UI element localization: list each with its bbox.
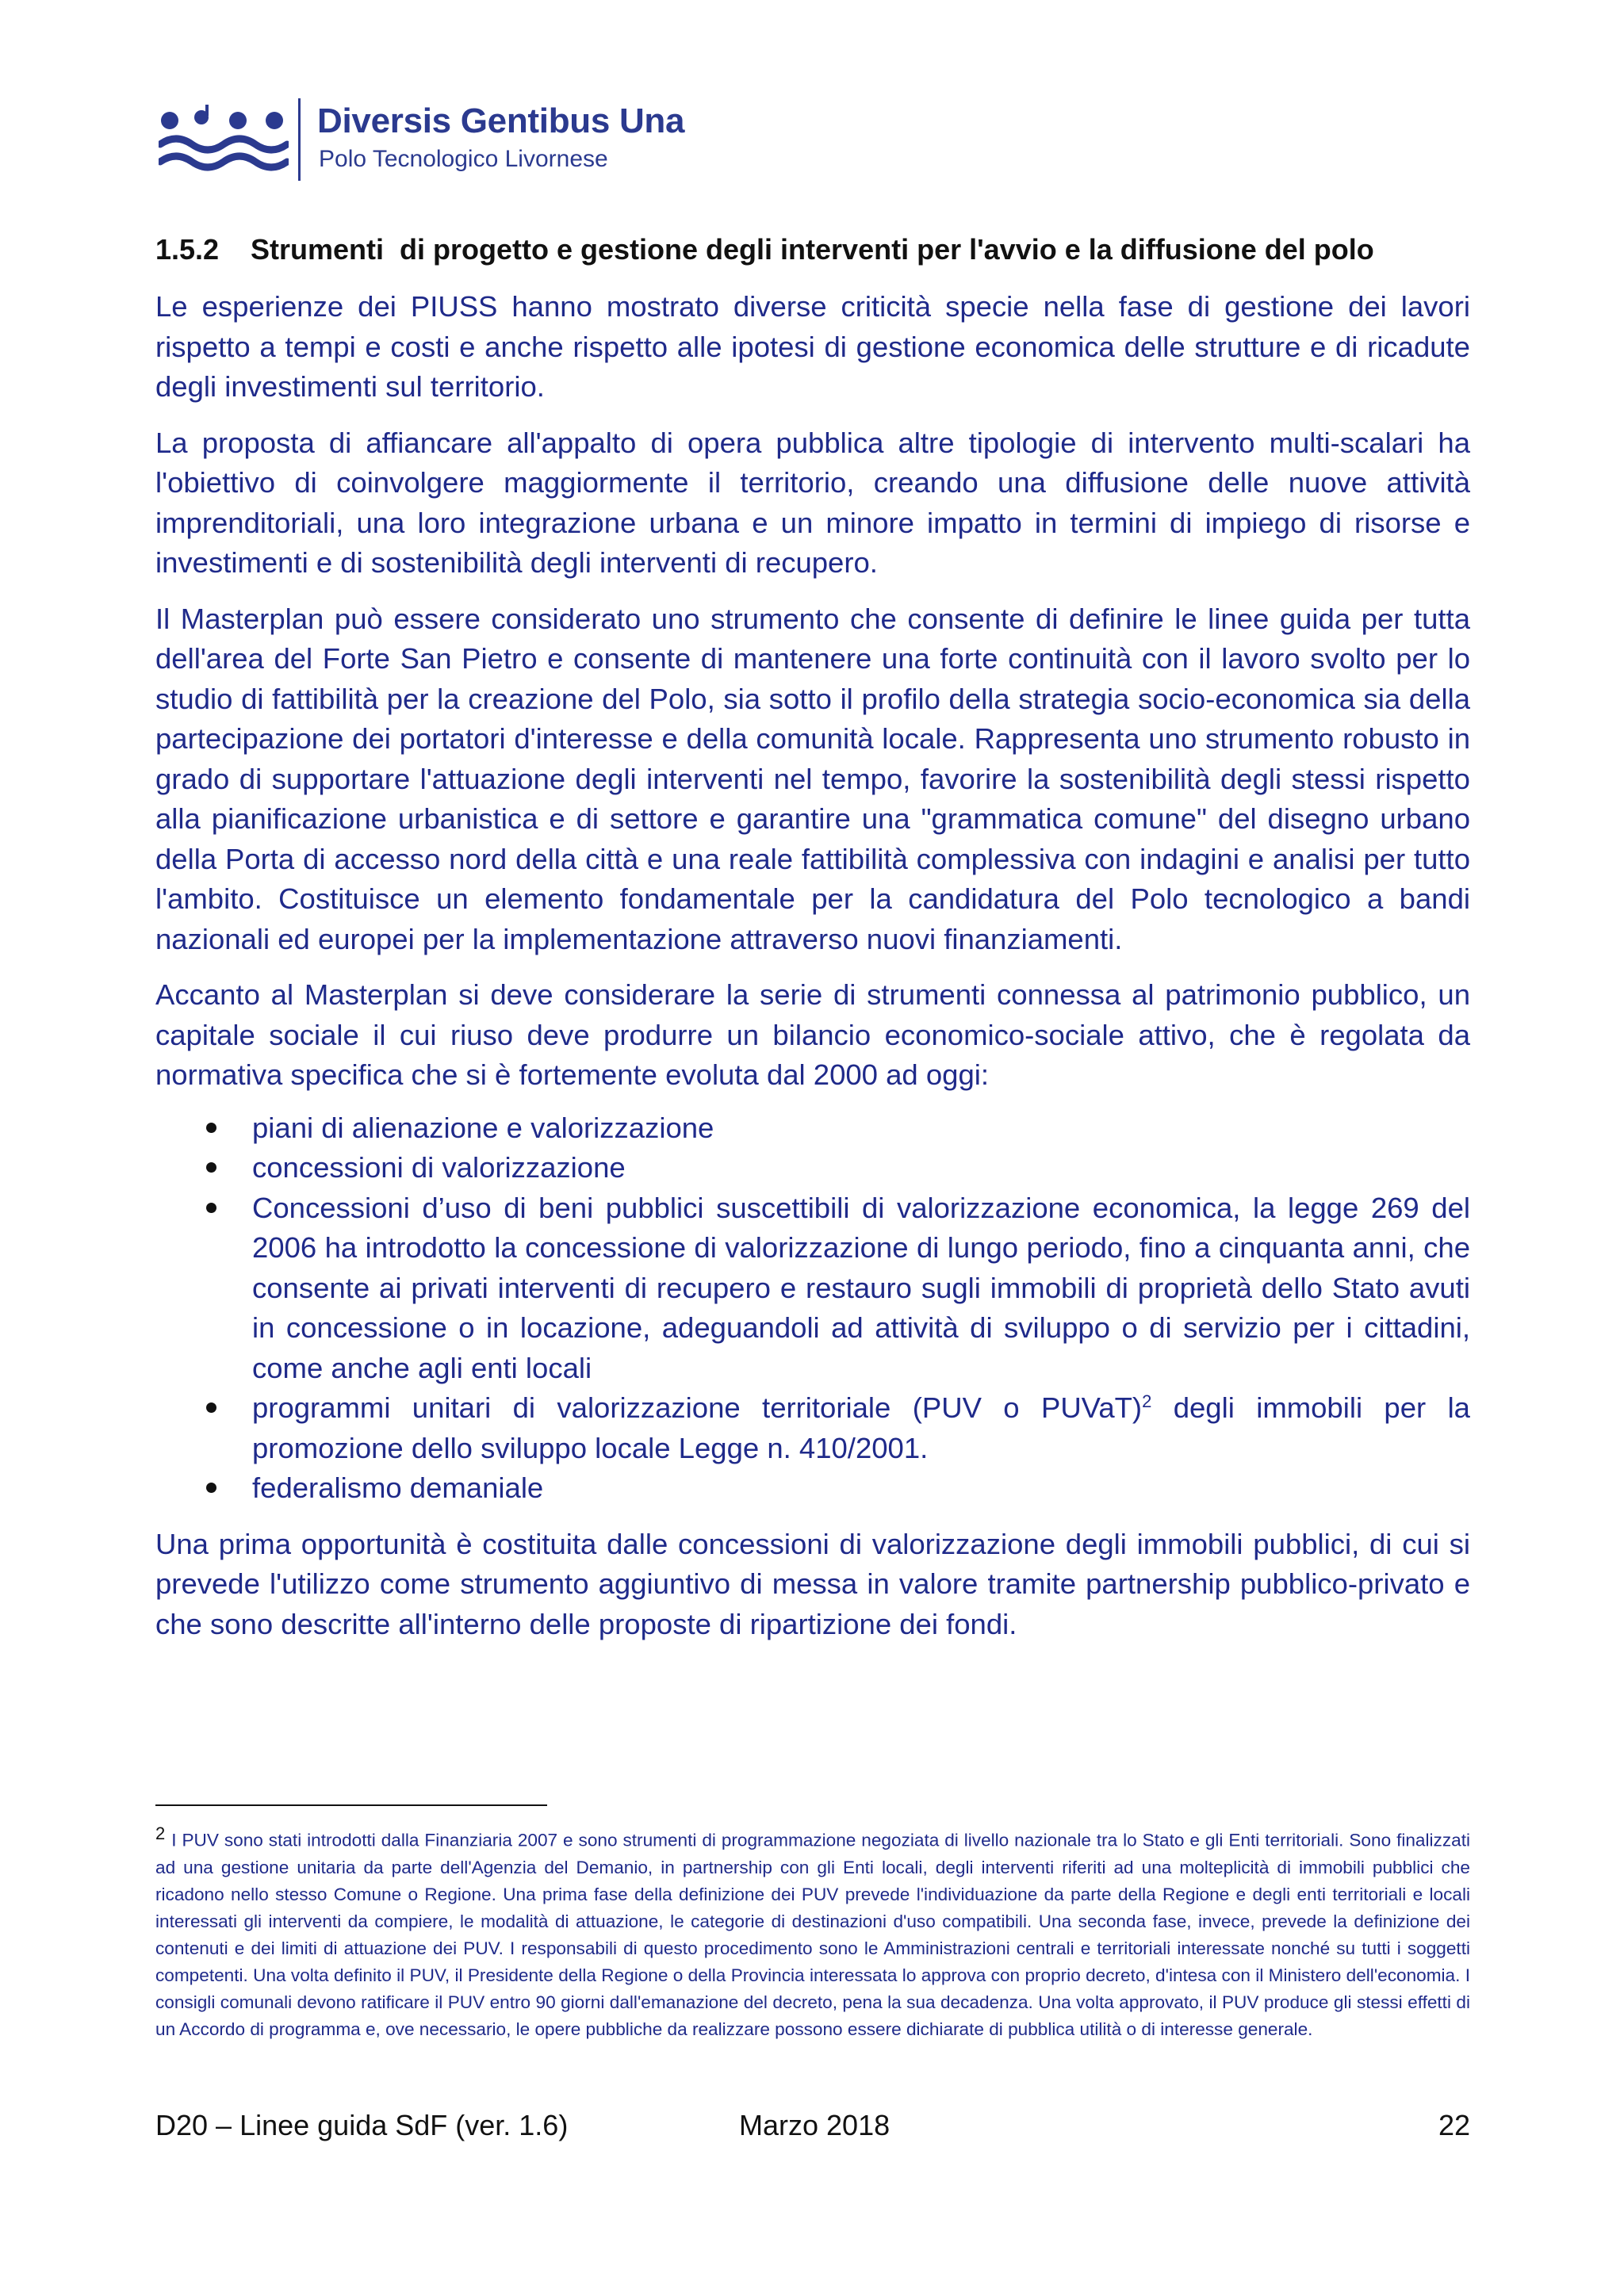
paragraph: Una prima opportunità è costituita dalle concessioni di valorizzazione degli immobili pubblici, di cui si prevede l'utilizzo come strumento aggiuntivo di messa in valore tramite partnership pubblico-privato e che sono descritte all'interno delle proposte di ripartizione dei fondi. (155, 1527, 1470, 1640)
list-item-text: degli immobili per la promozione dello sviluppo locale Legge n. 410/2001. (252, 1391, 1470, 1464)
list-item-text: piani di alienazione e valorizzazione (252, 1111, 714, 1144)
bullet-icon (206, 1203, 216, 1213)
footnote-separator (155, 1804, 547, 1806)
header-logo (159, 98, 685, 186)
section-title: Strumenti di progetto e gestione degli interventi per l'avvio e la diffusione del polo (251, 233, 1374, 266)
brand-name: Diversis Gentibus Una (317, 101, 685, 140)
list-item (155, 1468, 1470, 1509)
list-item-text: Concessioni d’uso di beni pubblici suscettibili di valorizzazione economica, la legge 269 del 2006 ha introdotto la concessione di valorizzazione di lungo periodo, fino a cinquanta anni, che consente ai privati interventi di recupero e restauro sugli immobili di proprietà dello Stato avuti in concessione o in locazione, adeguandoli ad attività di sviluppo o di servizio per i cittadini, come anche agli enti locali (252, 1191, 1470, 1384)
main-content (155, 230, 1470, 1660)
section-heading (155, 230, 1470, 270)
waves-dots-logo-icon (159, 103, 289, 174)
footer-date: Marzo 2018 (739, 2109, 891, 2141)
list-item (155, 1188, 1470, 1389)
list-item (155, 1388, 1470, 1468)
list-item-text: concessioni di valorizzazione (252, 1151, 626, 1184)
page-number: 22 (1438, 2109, 1470, 2141)
bullet-icon (206, 1123, 216, 1133)
list-item (155, 1148, 1470, 1188)
brand-tagline: Polo Tecnologico Livornese (319, 146, 608, 172)
bullet-icon (206, 1483, 216, 1493)
paragraph: Accanto al Masterplan si deve considerare la serie di strumenti connessa al patrimonio pubblico, un capitale sociale il cui riuso deve produrre un bilancio economico-sociale attivo, che è regolata da normativa specifica che si è fortemente evoluta dal 2000 ad oggi: (155, 978, 1470, 1091)
footer-document: D20 – Linee guida SdF (ver. 1.6) (155, 2109, 569, 2141)
paragraph: Le esperienze dei PIUSS hanno mostrato diverse criticità specie nella fase di gestione dei lavori rispetto a tempi e costi e anche rispetto alle ipotesi di gestione economica delle strutture e di ricadute degli investimenti sul territorio. (155, 290, 1470, 403)
footnote-text: I PUV sono stati introdotti dalla Finanziaria 2007 e sono strumenti di programmazione negoziata di livello nazionale tra lo Stato e gli Enti territoriali. Sono finalizzati ad una gestione unitaria da parte dell'Agenzia del Demanio, in partnership con gli Enti locali, degli interventi riferiti ad una molteplicità di immobili pubblici che ricadono nello stesso Comune o Regione. Una prima fase della definizione dei PUV prevede l'individuazione da parte della Regione e degli enti territoriali e locali interessati gli interventi da compiere, le modalità di attuazione, le categorie di destinazioni d'uso compatibili. Una seconda fase, invece, prevede la definizione dei contenuti e dei limiti di attuazione dei PUV. I responsabili di questo procedimento sono le Amministrazioni centrali e territoriali interessate nonché su tutti i soggetti competenti. Una volta definito il PUV, il Presidente della Regione o della Provincia interessata lo approva con proprio decreto, d'intesa con il Ministero dell'economia. I consigli comunali devono ratificare il PUV entro 90 giorni dall'emanazione del decreto, pena la sua decadenza. Una volta approvato, il PUV produce gli stessi effetti di un Accordo di programma e, ove necessario, le opere pubbliche da realizzare possono essere dichiarate di pubblica utilità o di interesse generale. (155, 1830, 1470, 2039)
bullet-icon (206, 1402, 216, 1413)
bullet-icon (206, 1162, 216, 1173)
section-number: 1.5.2 (155, 233, 220, 266)
list-item-text: federalismo demaniale (252, 1471, 544, 1504)
footnote-reference[interactable]: 2 (1142, 1391, 1152, 1411)
bullet-list (155, 1108, 1470, 1509)
list-item-text: programmi unitari di valorizzazione territoriale (PUV o PUVaT) (252, 1391, 1143, 1424)
logo-divider (298, 98, 301, 181)
footnote (155, 1820, 1470, 2043)
paragraph: Il Masterplan può essere considerato uno strumento che consente di definire le linee guida per tutta dell'area del Forte San Pietro e consente di mantenere una forte continuità con il lavoro svolto per lo studio di fattibilità per la creazione del Polo, sia sotto il profilo della strategia socio-economica sia della partecipazione dei portatori d'interesse e della comunità locale. Rappresenta uno strumento robusto in grado di supportare l'attuazione degli interventi nel tempo, favorire la sostenibilità degli stessi rispetto alla pianificazione urbanistica e di settore e garantire una "grammatica comune" del disegno urbano della Porta di accesso nord della città e una reale fattibilità complessiva con indagini e analisi per tutto l'ambito. Costituisce un elemento fondamentale per la candidatura del Polo tecnologico a bandi nazionali ed europei per la implementazione attraverso nuovi finanziamenti. (155, 602, 1470, 955)
paragraph: La proposta di affiancare all'appalto di opera pubblica altre tipologie di intervento multi-scalari ha l'obiettivo di coinvolgere maggiormente il territorio, creando una diffusione delle nuove attività imprenditoriali, una loro integrazione urbana e un minore impatto in termini di impiego di risorse e investimenti e di sostenibilità degli interventi di recupero. (155, 426, 1470, 579)
page-footer (155, 2109, 1470, 2149)
list-item (155, 1108, 1470, 1149)
footnote-mark: 2 (155, 1823, 166, 1843)
